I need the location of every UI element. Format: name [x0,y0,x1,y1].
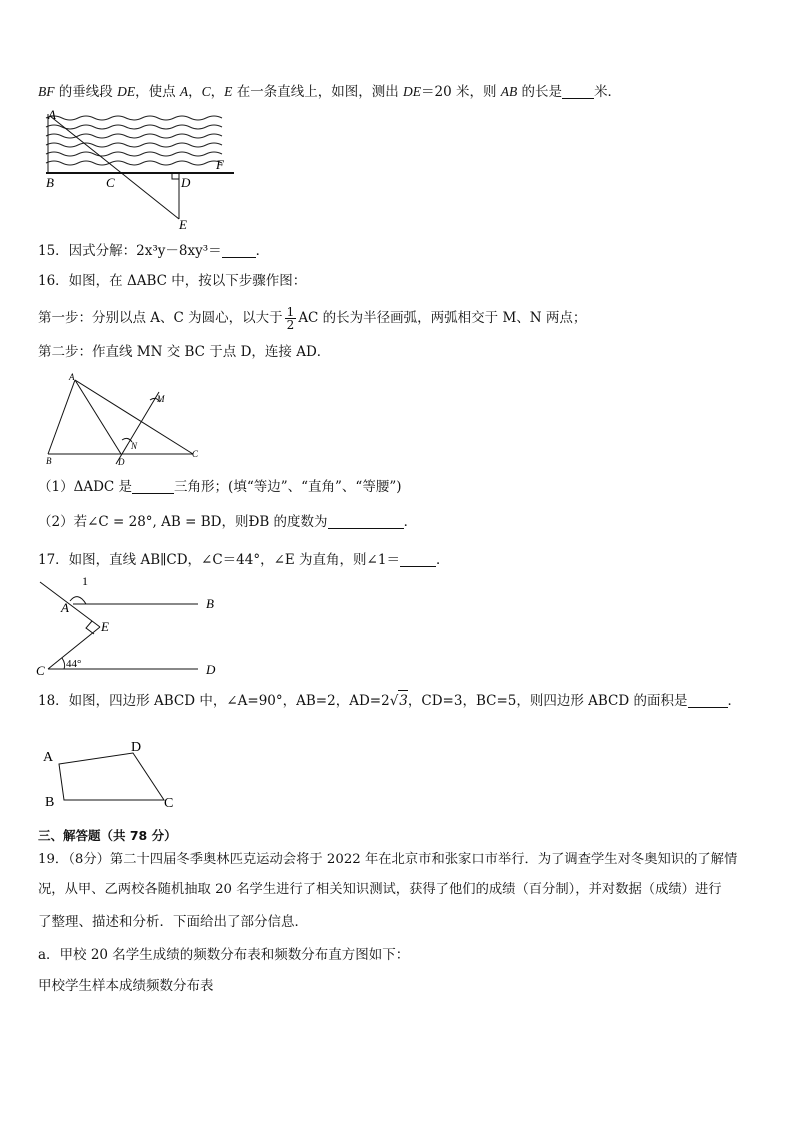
q16-triangle-figure [44,370,209,470]
label-d: D [118,457,125,467]
q16-line1-text: 16．如图，在 ΔABC 中，按以下步骤作图： [38,273,307,289]
label-d: D [131,740,142,755]
q14-text [38,82,621,102]
q14-t6: ＝20 米，则 [421,84,501,100]
q19-line4-text: a．甲校 20 名学生成绩的频数分布表和频数分布直方图如下： [38,947,410,963]
label-c: C [164,796,174,811]
label-c: C [36,663,45,678]
q18-text-b: ，CD=3，BC=5，则四边形 ABCD 的面积是 [407,693,688,709]
label-b: B [46,175,54,190]
label-b: B [45,795,55,810]
q14-t7: 的长是 [517,84,563,100]
frac-num: 1 [286,305,295,319]
q14-ab: AB [500,84,518,99]
q19-line3 [38,912,308,932]
q14-de2: DE [403,84,421,99]
q16-fraction [285,306,297,331]
q15-text [38,241,269,261]
wave-2 [46,125,222,129]
q17-text-a: 17．如图，直线 AB∥CD，∠C＝44°，∠E 为直角，则∠1＝ [38,552,400,568]
q18-sqrt-val: 3 [398,690,408,711]
q17-text [38,550,449,570]
q19-line2-text: 况，从甲、乙两校各随机抽取 20 名学生进行了相关知识测试，获得了他们的成绩（百分制），并对数据（成绩）进行 [38,882,722,897]
label-n: N [131,441,138,451]
frac-den: 2 [286,318,295,332]
q19-line1 [38,850,737,870]
q19-line5 [38,976,214,996]
right-angle-e [86,621,94,634]
q16-sub1-a: （1）ΔADC 是 [38,479,133,495]
q16-sub2-a: （2）若∠C = 28°, AB = BD，则ÐB 的度数为 [38,514,328,530]
q14-t4: ， [210,84,225,100]
q18-text-c: ． [727,693,742,709]
quad-abcd [59,753,164,800]
label-e: E [101,619,109,634]
section-title-text: 三、解答题（共 78 分） [38,828,177,843]
wave-5 [46,152,222,156]
q16-sub1-blank [132,479,174,494]
q19-line5-text: 甲校学生样本成绩频数分布表 [38,978,214,994]
q16-sub2-b: ． [403,514,418,530]
label-b: B [206,596,214,611]
q17-answer-blank [400,552,436,567]
q14-t8: 米． [594,84,622,100]
q16-sub2-blank [328,514,404,529]
q16-sub1-b: 三角形；(填“等边”、“直角”、“等腰”) [174,479,402,495]
q16-sub1 [38,477,402,497]
q18-sqrt-coef: 2 [381,693,390,709]
label-b: B [46,456,52,466]
q19-line4 [38,945,409,965]
q14-t5: 在一条直线上，如图，测出 [232,84,403,100]
label-m: M [157,394,165,404]
q18-text-a: 18．如图，四边形 ABCD 中，∠A=90°，AB=2，AD= [38,693,382,709]
q18-text [38,690,741,711]
line-mn [116,392,159,464]
q14-bf: BF [38,84,55,99]
segment-ad [75,380,121,454]
q16-line2-a: 第一步：分别以点 A、C 为圆心，以大于 [38,310,283,326]
q19-line3-text: 了整理、描述和分析．下面给出了部分信息． [38,914,308,930]
wave-6 [46,161,222,165]
angle-c-arc [62,658,65,669]
q14-t3: ， [188,84,202,100]
q14-t1: 的垂线段 [54,84,118,100]
side-ab [48,380,75,454]
q16-sub2 [38,512,417,532]
q14-a: A [179,84,189,99]
label-1: 1 [82,574,88,588]
q16-line2 [38,306,586,331]
label-c: C [106,175,115,190]
label-c: C [192,449,199,459]
section-title [38,826,177,846]
q16-line2-b: AC 的长为半径画弧，两弧相交于 M、N 两点； [298,310,587,326]
q15-prefix: 15．因式分解：2x³y－8xy³＝ [38,243,222,259]
q14-river-figure [38,108,243,233]
q15-suffix: ． [255,243,270,259]
q16-line1 [38,271,306,291]
label-f: F [216,157,224,172]
q14-de: DE [117,84,136,99]
q18-answer-blank [688,693,728,708]
q16-line3-text: 第二步：作直线 MN 交 BC 于点 D，连接 AD． [38,344,331,360]
q14-c: C [201,84,211,99]
q18-quadrilateral-figure [38,735,188,815]
q14-answer-blank [562,84,594,99]
label-a: A [48,108,56,122]
label-e: E [179,217,187,232]
q17-parallel-figure [34,572,224,682]
wave-1 [46,116,222,120]
wave-3 [46,134,222,138]
q15-answer-blank [222,243,256,258]
wave-4 [46,143,222,147]
q19-line2 [38,880,722,900]
q14-e: E [224,84,233,99]
line-ae [50,116,179,219]
label-a: A [43,750,54,765]
label-a: A [69,372,75,382]
q17-text-b: ． [435,552,450,568]
q19-line1-text: 19．（8分）第二十四届冬季奥林匹克运动会将于 2022 年在北京市和张家口市举行．为了调查学生对冬奥知识的了解情 [38,852,738,867]
q16-line3 [38,342,330,362]
angle-1-arc [70,597,86,604]
label-a: A [61,600,69,615]
label-d: D [206,662,216,677]
label-44: 44° [66,658,82,670]
q14-t2: ，使点 [135,84,180,100]
sqrt-sign: √ [389,693,399,709]
label-d: D [181,175,191,190]
